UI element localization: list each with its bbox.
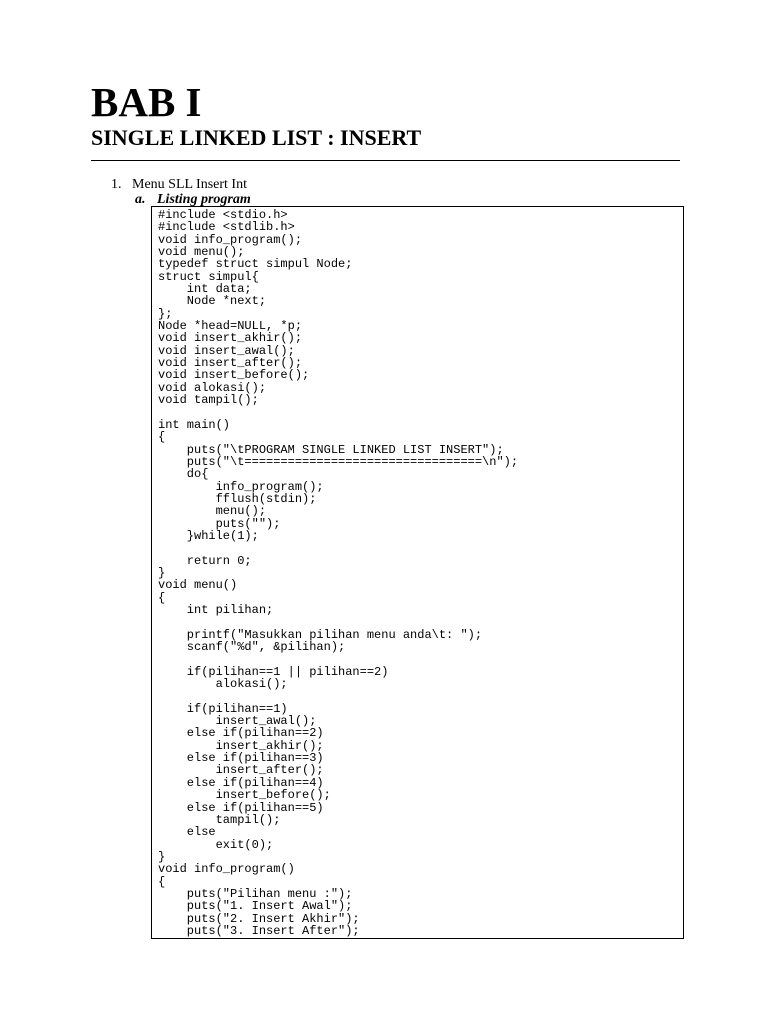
code-listing: #include <stdio.h> #include <stdlib.h> void info_program(); void menu(); typedef struct simpul Node; struct simpul{ int data; Node *next; }; Node *head=NULL, *p; void insert_akhir(); void insert_awal(); void insert_after(); void insert_before(); void alokasi(); void tampil(); int main() { puts("\tPROGRAM SINGLE LINKED LIST INSERT"); puts("\t=================================\n"); do{ info_program(); fflush(stdin); menu(); puts(""); }while(1); return 0; } void menu() { int pilihan; printf("Masukkan pilihan menu anda\t: "); scanf("%d", &pilihan); if(pilihan==1 || pilihan==2) alokasi(); if(pilihan==1) insert_awal(); else if(pilihan==2) insert_akhir(); else if(pilihan==3) insert_after(); else if(pilihan==4) insert_before(); else if(pilihan==5) tampil(); else exit(0); } void info_program() { puts("Pilihan menu :"); puts("1. Insert Awal"); puts("2. Insert Akhir"); puts("3. Insert After"); (158, 208, 519, 938)
title-divider (91, 160, 680, 161)
chapter-title: SINGLE LINKED LIST : INSERT (91, 125, 422, 150)
section-number: 1. (111, 177, 122, 192)
chapter-heading: BAB I (91, 79, 202, 125)
section-label: Menu SLL Insert Int (132, 177, 247, 192)
subsection-letter: a. (135, 192, 146, 207)
subsection-label: Listing program (157, 192, 251, 207)
code-listing-box (151, 206, 684, 939)
